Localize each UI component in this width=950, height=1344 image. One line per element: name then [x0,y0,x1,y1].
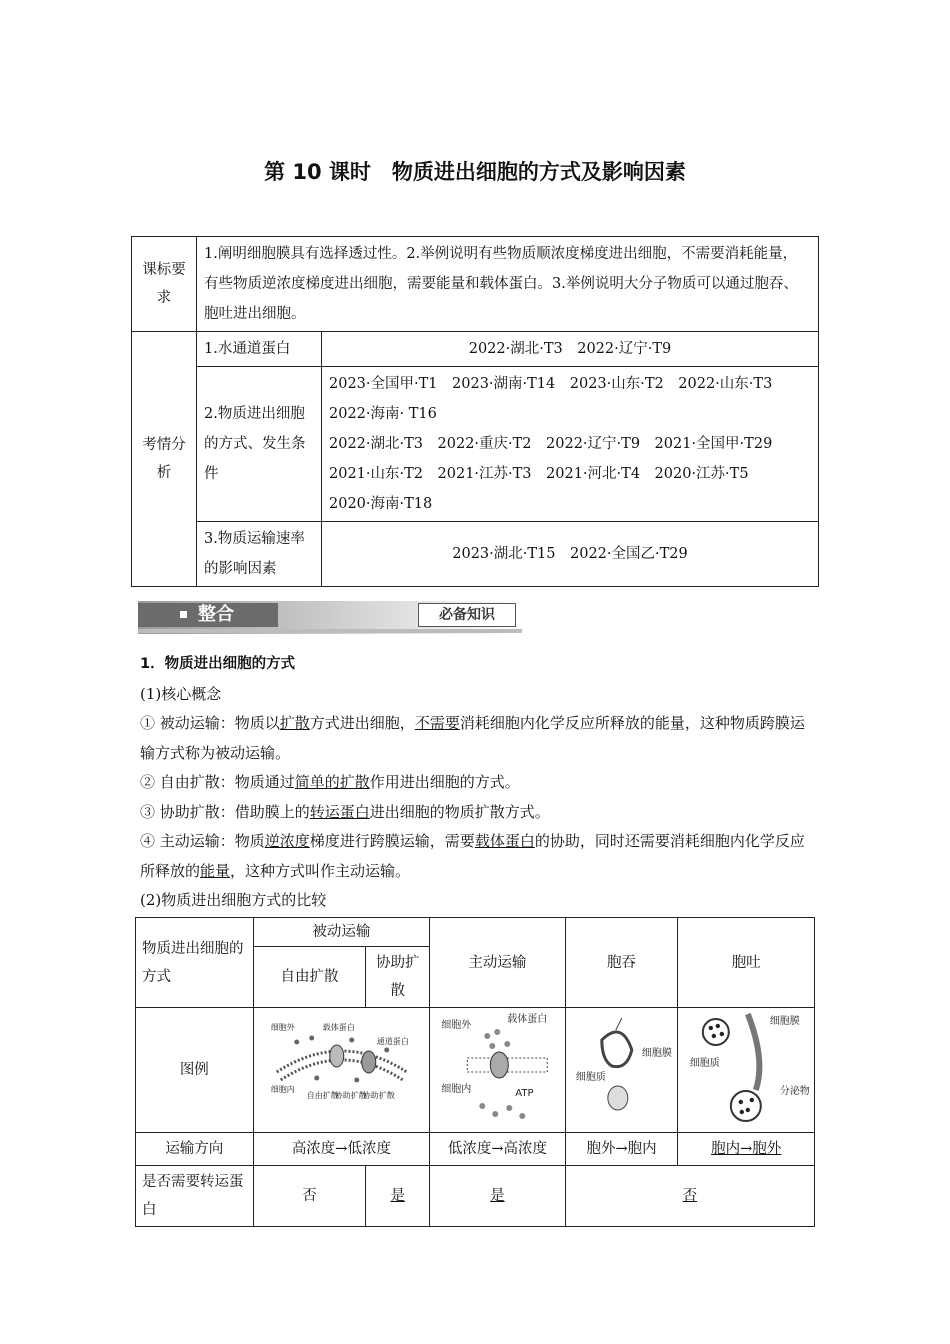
svg-text:自由扩散: 自由扩散 [306,1091,339,1100]
exam-line: 2023·全国甲·T1 2023·湖南·T14 2023·山东·T2 2022·山东·T3 [329,376,773,392]
svg-text:协助扩散: 协助扩散 [362,1091,395,1100]
head-facilitated: 协助扩散 [366,947,430,1008]
endocytosis-diagram [568,1010,676,1130]
protein-free: 否 [253,1166,366,1227]
direction-endocytosis: 胞外→胞内 [565,1133,678,1166]
square-bullet-icon [180,611,187,618]
figure-active [430,1008,566,1133]
concept-free-diffusion: ② 自由扩散：物质通过简单的扩散作用进出细胞的方式。 [140,773,520,791]
row-protein-label: 是否需要转运蛋白 [136,1166,254,1227]
section-heading: 1．物质进出细胞的方式 [140,656,296,672]
protein-bulk: 否 [565,1166,814,1227]
direction-active: 低浓度→高浓度 [430,1133,566,1166]
sub-heading-1: (1)核心概念 [140,684,222,703]
svg-text:细胞膜: 细胞膜 [770,1016,801,1027]
row-direction-label: 运输方向 [136,1133,254,1166]
exam-line: 2020·海南·T18 [329,496,433,512]
head-mode: 物质进出细胞的方式 [136,918,254,1008]
head-endocytosis: 胞吞 [565,918,678,1008]
figure-passive [253,1008,430,1133]
exam-items-1: 2022·湖北·T3 2022·辽宁·T9 [322,332,819,367]
svg-text:细胞膜: 细胞膜 [641,1048,672,1059]
svg-text:协助扩散: 协助扩散 [334,1091,367,1100]
exam-line: 2021·山东·T2 2021·江苏·T3 2021·河北·T4 2020·江苏·T5 [329,466,749,482]
concept-facilitated: ③ 协助扩散：借助膜上的转运蛋白进出细胞的物质扩散方式。 [140,802,550,821]
svg-text:细胞外: 细胞外 [441,1020,472,1031]
exam-label: 考情分析 [132,332,197,587]
protein-facilitated: 是 [366,1166,430,1227]
figure-endocytosis [565,1008,678,1133]
svg-text:载体蛋白: 载体蛋白 [507,1014,548,1025]
svg-text:细胞内: 细胞内 [441,1084,472,1095]
svg-text:载体蛋白: 载体蛋白 [322,1023,355,1032]
standards-label: 课标要求 [132,237,197,332]
overview-table [131,236,819,587]
head-passive: 被动运输 [253,918,430,947]
exam-line: 2022·湖北·T3 2022·重庆·T2 2022·辽宁·T9 2021·全国甲·T29 [329,436,773,452]
protein-active: 是 [430,1166,566,1227]
concept-passive: ① 被动运输：物质以扩散方式进出细胞，不需要消耗细胞内化学反应所释放的能量，这种物质跨膜运输方式称为被动运输。 [140,714,805,762]
svg-text:分泌物: 分泌物 [780,1086,811,1097]
direction-passive: 高浓度→低浓度 [253,1133,430,1166]
section-banner [138,601,522,634]
banner-main: 整合 [198,604,234,625]
head-exocytosis: 胞吐 [678,918,815,1008]
svg-text:细胞外: 细胞外 [270,1023,295,1032]
sub-heading-2: (2)物质进出细胞方式的比较 [140,891,327,909]
figure-exocytosis [678,1008,815,1133]
svg-text:细胞质: 细胞质 [690,1058,721,1069]
knowledge-body [140,650,815,916]
exam-topic-3: 3.物质运输速率的影响因素 [197,522,322,587]
banner-sub: 必备知识 [418,603,516,627]
membrane-passive-diagram [256,1010,428,1130]
direction-exocytosis: 胞内→胞外 [678,1133,815,1166]
svg-text:细胞内: 细胞内 [270,1085,295,1094]
svg-text:细胞质: 细胞质 [575,1072,606,1083]
exocytosis-diagram [680,1010,812,1130]
svg-text:通道蛋白: 通道蛋白 [376,1037,409,1046]
exam-line: 2022·海南· T16 [329,406,437,422]
exam-items-2 [322,367,819,522]
comparison-table [135,917,815,1227]
head-active: 主动运输 [430,918,566,1008]
exam-topic-1: 1.水通道蛋白 [197,332,322,367]
page-title: 第 10 课时 物质进出细胞的方式及影响因素 [264,160,686,184]
exam-items-3: 2023·湖北·T15 2022·全国乙·T29 [322,522,819,587]
row-figure-label: 图例 [136,1008,254,1133]
active-transport-diagram [432,1010,563,1130]
svg-text:ATP: ATP [515,1088,534,1099]
exam-topic-2: 2.物质进出细胞的方式、发生条件 [197,367,322,522]
standards-text: 1.阐明细胞膜具有选择透过性。2.举例说明有些物质顺浓度梯度进出细胞，不需要消耗能量，有些物质逆浓度梯度进出细胞，需要能量和载体蛋白。3.举例说明大分子物质可以通过胞吞、胞吐进出细胞。 [197,237,819,332]
concept-active: ④ 主动运输：物质逆浓度梯度进行跨膜运输，需要载体蛋白的协助，同时还需要消耗细胞内化学反应所释放的能量，这种方式叫作主动运输。 [140,832,805,880]
head-free-diffusion: 自由扩散 [253,947,366,1008]
